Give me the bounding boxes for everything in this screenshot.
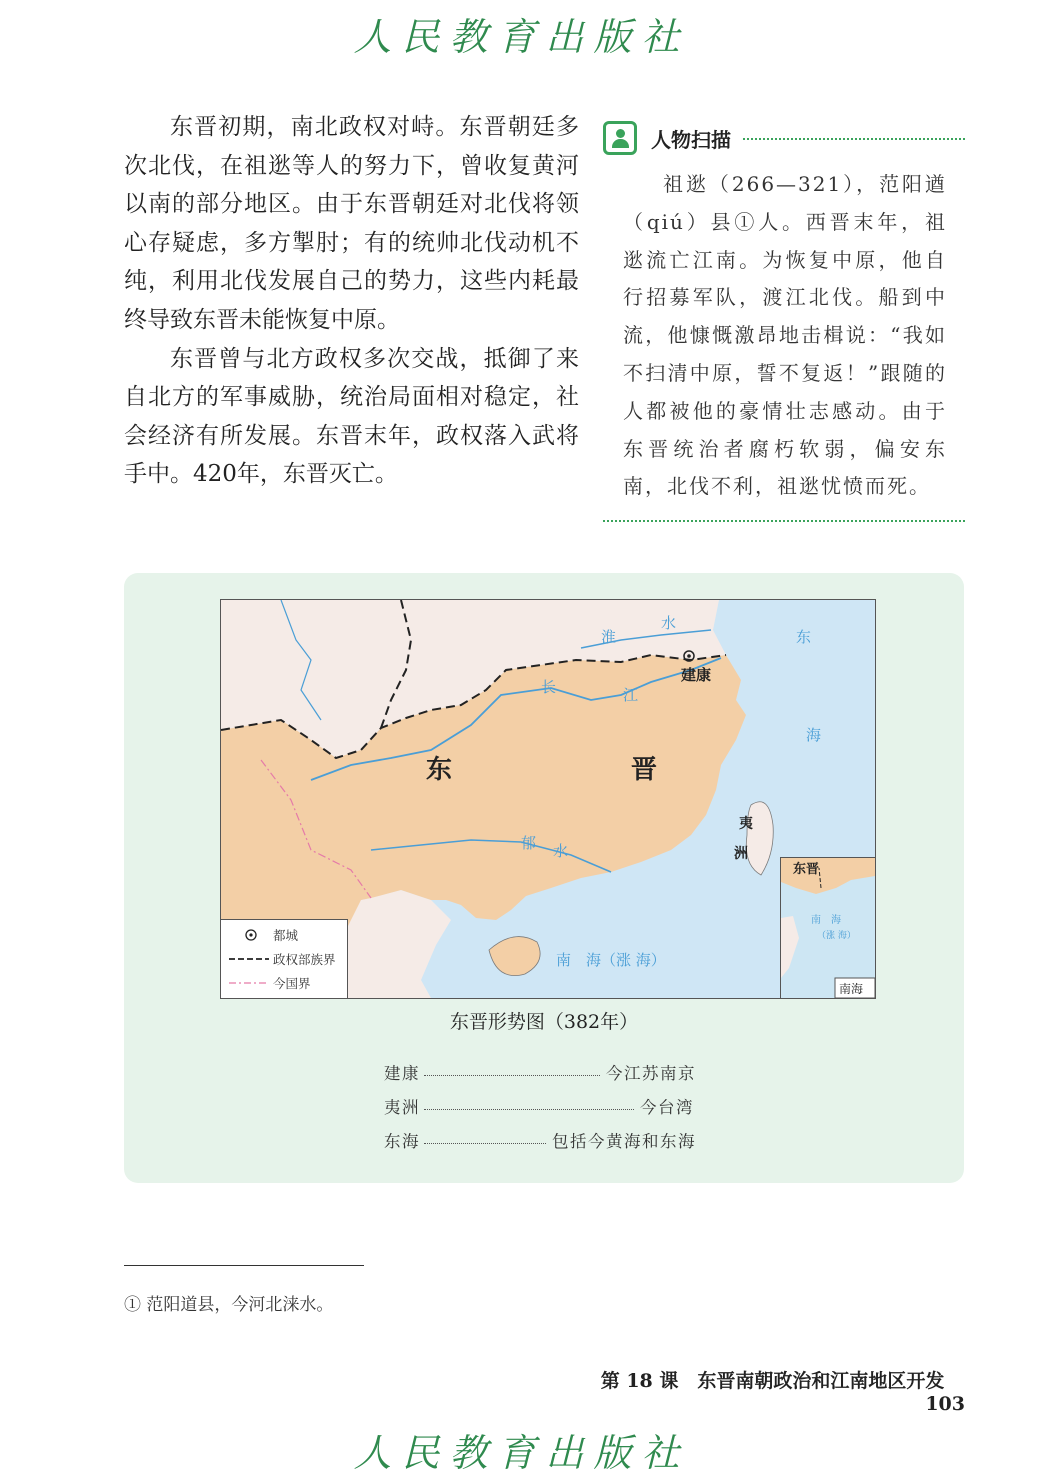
legend-border: 政权部族界 (229, 950, 336, 968)
sidebar-divider (743, 138, 965, 140)
map-caption: 东晋形势图（382年） (449, 1011, 639, 1033)
note-donghai: 东海 包括今黄海和东海 (384, 1132, 696, 1151)
label-zhou: 洲 (734, 846, 748, 862)
label-donghai-2: 海 (806, 726, 822, 744)
lesson-title: 第 18 课 东晋南朝政治和江南地区开发 (600, 1370, 945, 1392)
svg-text:（涨 海）: （涨 海） (817, 931, 856, 941)
footnote-rule (124, 1265, 364, 1266)
label-yu: 郁 (521, 834, 537, 852)
character-sidebar (603, 118, 965, 522)
sidebar-text: 祖逖（266—321），范阳遒（qiú）县①人。西晋末年，祖逖流亡江南。为恢复中原，他自行招募军队，渡江北伐。船到中流，他慷慨激昂地击楫说：“我如不扫清中原，誓不复返！”跟随的人都被他的豪情壮志感动。由于东晋统治者腐朽软弱，偏安东南，北伐不利，祖逖忧愤而死。 (623, 172, 947, 499)
main-text (124, 108, 579, 494)
dongjin-map (220, 599, 876, 999)
label-huai-shui: 水 (661, 614, 677, 632)
sidebar-title: 人物扫描 (651, 127, 731, 152)
svg-text:东晋: 东晋 (793, 862, 820, 877)
map-panel (124, 573, 964, 1183)
legend-capital: 都城 (229, 926, 298, 944)
svg-text:南 海: 南 海 (811, 915, 841, 926)
south-sea-inset (780, 857, 875, 998)
publisher-watermark-top: 人民教育出版社 (353, 15, 690, 59)
sidebar-bottom-divider (603, 520, 965, 522)
paragraph-1: 东晋初期，南北政权对峙。东晋朝廷多次北伐，在祖逖等人的努力下，曾收复黄河以南的部分地区。由于东晋朝廷对北伐将领心存疑虑，多方掣肘；有的统帅北伐动机不纯，利用北伐发展自己的势力，这些内耗最终导致东晋未能恢复中原。 (124, 114, 579, 333)
person-portrait-icon (603, 121, 637, 155)
place-notes (384, 1057, 696, 1159)
publisher-watermark-bottom: 人民教育出版社 (353, 1431, 690, 1475)
capital-icon (229, 928, 273, 942)
label-jiankang: 建康 (681, 666, 712, 684)
dashed-line-icon (229, 954, 273, 964)
sidebar-header (603, 118, 965, 158)
paragraph-2: 东晋曾与北方政权多次交战，抵御了来自北方的军事威胁，统治局面相对稳定，社会经济有所发展。东晋末年，政权落入武将手中。420年，东晋灭亡。 (124, 345, 579, 488)
label-chang: 长 (541, 678, 557, 696)
label-nanhai: 南 海（涨 海） (556, 951, 666, 969)
note-yizhou: 夷洲 今台湾 (384, 1098, 694, 1117)
label-yu-shui: 水 (553, 842, 569, 860)
note-jiankang: 建康 今江苏南京 (384, 1064, 696, 1083)
label-dong: 东 (426, 755, 453, 785)
page-number: 103 (925, 1393, 965, 1415)
dash-dot-line-icon (229, 978, 273, 988)
svg-text:南海: 南海 (839, 982, 864, 996)
label-donghai-1: 东 (796, 628, 812, 646)
label-yi: 夷 (739, 816, 753, 832)
footnote: ① 范阳道县，今河北涞水。 (124, 1295, 334, 1315)
label-jin: 晋 (631, 755, 658, 785)
page-footer (590, 1366, 965, 1415)
map-legend (221, 919, 348, 998)
label-huai: 淮 (601, 628, 617, 646)
legend-modern-border: 今国界 (229, 974, 311, 992)
label-jiang: 江 (623, 686, 639, 704)
sidebar-body (623, 166, 947, 506)
